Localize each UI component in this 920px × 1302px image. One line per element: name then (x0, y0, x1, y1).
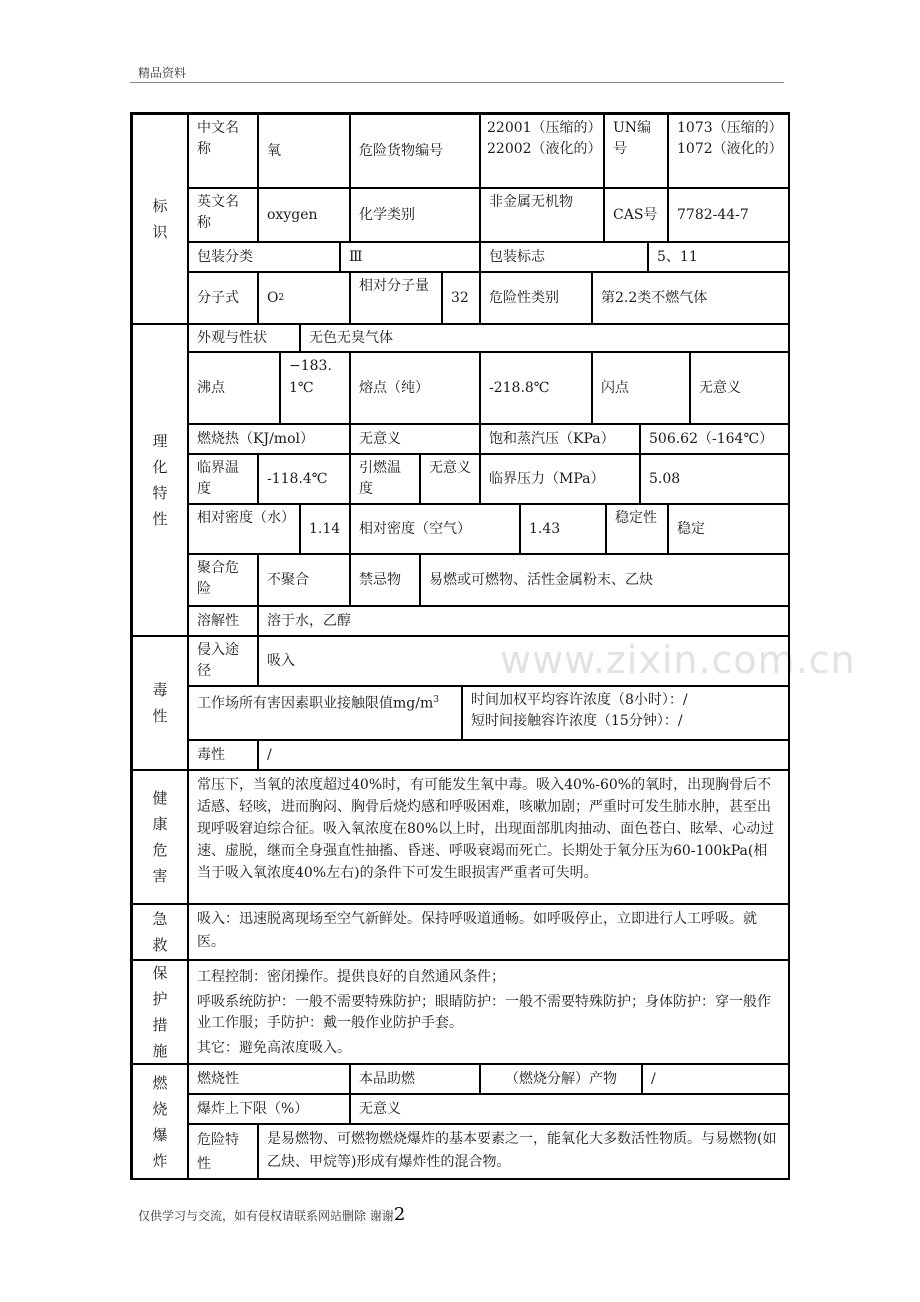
footer-text: 仅供学习与交流，如有侵权请联系网站删除 谢谢 (138, 1209, 394, 1223)
oel-values (462, 686, 790, 740)
decomp-label: （燃烧分解）产物 (480, 1064, 642, 1094)
heat-label: 燃烧热（KJ/mol） (188, 424, 350, 454)
mp-value: -218.8℃ (480, 352, 592, 424)
rda-label: 相对密度（空气） (350, 504, 520, 554)
mw-value: 32 (442, 272, 480, 324)
cn-name-value: 氧 (258, 114, 350, 188)
flash-label: 闪点 (592, 352, 690, 424)
route-label: 侵入途径 (188, 636, 258, 686)
en-name-label: 英文名称 (188, 188, 258, 242)
oel-label-superscript: 3 (433, 695, 439, 705)
pack-mark-value: 5、11 (648, 242, 790, 272)
chem-class-value: 非金属无机物 (480, 188, 604, 242)
cas-label: CAS号 (604, 188, 668, 242)
engineering-control: 工程控制：密闭操作。提供良好的自然通风条件； (197, 969, 505, 985)
flammability-value: 本品助燃 (350, 1064, 480, 1094)
page-header: 精品资料 (138, 66, 187, 80)
rda-value: 1.43 (520, 504, 606, 554)
ct-value: -118.4℃ (258, 454, 350, 504)
hazard-class-label: 危险性类别 (480, 272, 592, 324)
page-footer (138, 1204, 405, 1225)
decomp-value: / (642, 1064, 790, 1094)
ig-label: 引燃温度 (350, 454, 420, 504)
hazard-characteristics-label: 危险特性 (188, 1124, 258, 1180)
heat-value: 无意义 (350, 424, 480, 454)
en-name-value: oxygen (258, 188, 350, 242)
bp-label: 沸点 (188, 352, 280, 424)
dg-no-label: 危险货物编号 (350, 114, 480, 188)
cas-value: 7782-44-7 (668, 188, 790, 242)
hazard-class-value: 第2.2类不燃气体 (592, 272, 790, 324)
ct-label: 临界温度 (188, 454, 258, 504)
section-identification: 标识 (132, 114, 188, 324)
mw-label: 相对分子量 (350, 272, 442, 324)
header-rule (130, 82, 784, 83)
incompat-label: 禁忌物 (350, 554, 420, 606)
watermark: www.zixin.com.cn (500, 638, 856, 682)
stel-text: 短时间接触容许浓度（15分钟）：/ (471, 713, 683, 729)
cp-label: 临界压力（MPa） (480, 454, 640, 504)
mp-label: 熔点（纯） (350, 352, 480, 424)
explosive-limits-value: 无意义 (350, 1094, 790, 1124)
explosive-limits-label: 爆炸上下限（%） (188, 1094, 350, 1124)
stability-value: 稳定 (668, 504, 790, 554)
stability-label: 稳定性 (606, 504, 668, 554)
hazard-characteristics-value: 是易燃物、可燃物燃烧爆炸的基本要素之一，能氧化大多数活性物质。与易燃物(如乙炔、甲烷等)形成有爆炸性的混合物。 (258, 1124, 790, 1180)
solubility-label: 溶解性 (188, 606, 258, 636)
pack-mark-label: 包装标志 (480, 242, 648, 272)
bp-value: −183.1℃ (280, 352, 350, 424)
rdw-value: 1.14 (300, 504, 350, 554)
pack-class-value: Ⅲ (340, 242, 480, 272)
health-hazard-text: 常压下，当氧的浓度超过40%时，有可能发生氧中毒。吸入40%-60%的氧时，出现胸骨后不适感、轻咳，进而胸闷、胸骨后烧灼感和呼吸困难，咳嗽加剧；严重时可发生肺水肿，甚至出现呼吸窘迫综合征。吸入氧浓度在80%以上时，出现面部肌肉抽动、面色苍白、眩晕、心动过速、虚脱，继而全身强直性抽搐、昏迷、呼吸衰竭而死亡。长期处于氧分压为60-100kPa(相当于吸入氧浓度40%左右)的条件下可发生眼损害严重者可失明。 (188, 770, 790, 904)
oel-label-main: 工作场所有害因素职业接触限值mg/m (197, 695, 434, 712)
formula-subscript: 2 (278, 292, 285, 303)
protection-block (188, 960, 790, 1064)
toxicity-label: 毒性 (188, 740, 258, 770)
section-protection: 保护措施 (132, 960, 188, 1064)
dg-no-value: 22001（压缩的）22002（液化的） (480, 114, 604, 188)
other-protection: 其它：避免高浓度吸入。 (197, 1040, 351, 1056)
appearance-value: 无色无臭气体 (300, 324, 790, 352)
section-fire-explosion: 燃烧爆炸 (132, 1064, 188, 1180)
section-first-aid: 急救 (132, 904, 188, 960)
flammability-label: 燃烧性 (188, 1064, 350, 1094)
msds-table (130, 112, 790, 1180)
formula-value (258, 272, 350, 324)
section-health-hazard: 健康危害 (132, 770, 188, 904)
pack-class-label: 包装分类 (188, 242, 340, 272)
ppe-text: 呼吸系统防护：一般不需要特殊防护；眼睛防护：一般不需要特殊防护；身体防护：穿一般作业工作服；手防护：戴一般作业防护手套。 (197, 994, 771, 1031)
page-number: 2 (393, 1204, 406, 1225)
un-label: UN编号 (604, 114, 668, 188)
first-aid-text: 吸入：迅速脱离现场至空气新鲜处。保持呼吸道通畅。如呼吸停止，立即进行人工呼吸。就医。 (188, 904, 790, 960)
un-value: 1073（压缩的）1072（液化的） (668, 114, 790, 188)
chem-class-label: 化学类别 (350, 188, 480, 242)
polymerization-value: 不聚合 (258, 554, 350, 606)
cn-name-label: 中文名称 (188, 114, 258, 188)
polymerization-label: 聚合危险 (188, 554, 258, 606)
incompat-value: 易燃或可燃物、活性金属粉末、乙炔 (420, 554, 790, 606)
route-value: 吸入 (258, 636, 790, 686)
solubility-value: 溶于水，乙醇 (258, 606, 790, 636)
section-physchem: 理化特性 (132, 324, 188, 636)
appearance-label: 外观与性状 (188, 324, 300, 352)
section-toxicity: 毒性 (132, 636, 188, 770)
vp-label: 饱和蒸汽压（KPa） (480, 424, 640, 454)
rdw-label: 相对密度（水） (188, 504, 300, 554)
formula-symbol: O (267, 289, 279, 306)
formula-label: 分子式 (188, 272, 258, 324)
flash-value: 无意义 (690, 352, 790, 424)
twa-text: 时间加权平均容许浓度（8小时）：/ (471, 692, 688, 708)
cp-value: 5.08 (640, 454, 790, 504)
toxicity-value: / (258, 740, 790, 770)
ig-value: 无意义 (420, 454, 480, 504)
oel-label (188, 686, 462, 740)
vp-value: 506.62（-164℃） (640, 424, 790, 454)
